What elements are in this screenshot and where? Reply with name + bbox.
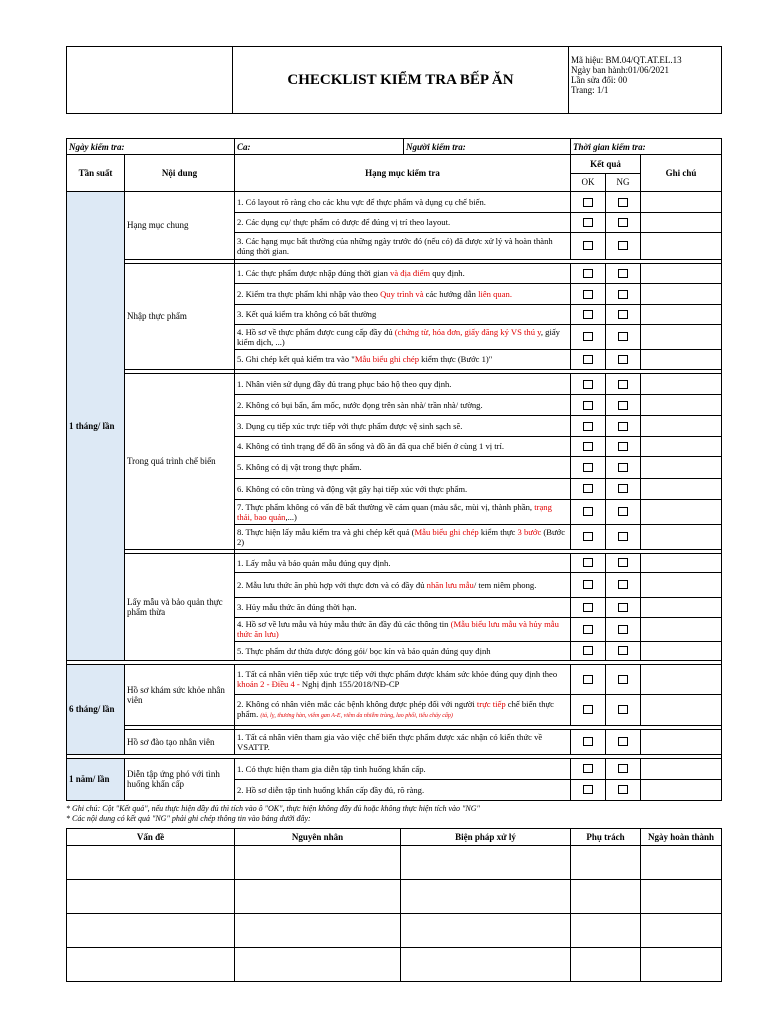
issues-cell[interactable]: [641, 879, 722, 913]
ng-checkbox[interactable]: [618, 380, 628, 389]
issues-cell[interactable]: [641, 947, 722, 981]
note-cell[interactable]: [641, 729, 722, 754]
check-item: 4. Không có tình trạng để đồ ăn sống và đồ ăn đã qua chế biến ở cùng 1 vị trí.: [235, 436, 571, 457]
ng-checkbox[interactable]: [618, 442, 628, 451]
note-cell[interactable]: [641, 192, 722, 213]
issues-cell[interactable]: [641, 845, 722, 879]
ok-checkbox[interactable]: [583, 241, 593, 250]
ok-cell: [571, 779, 606, 800]
note-cell[interactable]: [641, 641, 722, 660]
ng-checkbox[interactable]: [618, 218, 628, 227]
check-item: 8. Thực hiện lấy mẫu kiểm tra và ghi chép kết quả (Mẫu biểu ghi chép kiểm thực 3 bước (Bước 2): [235, 524, 571, 549]
check-item: 2. Hồ sơ diễn tập tình huống khẩn cấp đầy đủ, rõ ràng.: [235, 779, 571, 800]
issues-header: Phụ trách: [571, 828, 641, 845]
meta-revision: Lần sửa đổi: 00: [571, 75, 628, 85]
ok-cell: [571, 416, 606, 437]
ok-cell: [571, 395, 606, 416]
note-cell[interactable]: [641, 284, 722, 305]
checklist-row: [67, 374, 722, 395]
ng-cell: [606, 729, 641, 754]
ng-checkbox[interactable]: [618, 422, 628, 431]
ok-cell: [571, 499, 606, 524]
ok-checkbox[interactable]: [583, 625, 593, 634]
check-item: 3. Kết quả kiểm tra không có bất thường: [235, 304, 571, 324]
ok-checkbox[interactable]: [583, 764, 593, 773]
ok-checkbox[interactable]: [583, 332, 593, 341]
check-item: 1. Nhân viên sử dụng đầy đủ trang phục bảo hộ theo quy định.: [235, 374, 571, 395]
check-item: 1. Lấy mẫu và bảo quản mẫu đúng quy định.: [235, 553, 571, 572]
note-cell[interactable]: [641, 263, 722, 284]
ok-checkbox[interactable]: [583, 705, 593, 714]
ok-checkbox[interactable]: [583, 580, 593, 589]
check-item: 1. Tất cả nhân viên tham gia vào việc chế biến thực phẩm được xác nhận có kiến thức về VSATTP.: [235, 729, 571, 754]
check-item: 5. Không có dị vật trong thực phẩm.: [235, 457, 571, 479]
ok-checkbox[interactable]: [583, 675, 593, 684]
check-item: 1. Có layout rõ ràng cho các khu vực để thực phẩm và dụng cụ chế biến.: [235, 192, 571, 213]
ng-checkbox[interactable]: [618, 580, 628, 589]
ok-checkbox[interactable]: [583, 380, 593, 389]
ng-cell: [606, 617, 641, 641]
note-cell[interactable]: [641, 553, 722, 572]
issues-cell[interactable]: [571, 947, 641, 981]
note-cell[interactable]: [641, 395, 722, 416]
checklist-row: [67, 263, 722, 284]
ng-checkbox[interactable]: [618, 290, 628, 299]
ng-cell: [606, 374, 641, 395]
note-cell[interactable]: [641, 572, 722, 597]
col-content: Nội dung: [125, 155, 235, 192]
note-cell[interactable]: [641, 694, 722, 725]
checklist-row: [67, 729, 722, 754]
ok-checkbox[interactable]: [583, 532, 593, 541]
check-item: 2. Mẫu lưu thức ăn phù hợp với thực đơn và có đầy đủ nhãn lưu mẫu/ tem niêm phong.: [235, 572, 571, 597]
ok-cell: [571, 694, 606, 725]
ng-cell: [606, 232, 641, 259]
page-title: CHECKLIST KIỂM TRA BẾP ĂN: [233, 47, 569, 114]
ok-cell: [571, 729, 606, 754]
ng-checkbox[interactable]: [618, 705, 628, 714]
inspection-date-field[interactable]: Ngày kiểm tra:: [67, 139, 235, 155]
ng-checkbox[interactable]: [618, 310, 628, 319]
ok-cell: [571, 572, 606, 597]
note-cell[interactable]: [641, 416, 722, 437]
check-item: 3. Các hạng mục bất thường của những ngày trước đó (nếu có) đã được xử lý và hoàn thành đúng thời gian.: [235, 232, 571, 259]
ng-checkbox[interactable]: [618, 355, 628, 364]
issues-cell[interactable]: [235, 913, 401, 947]
ng-checkbox[interactable]: [618, 198, 628, 207]
issues-cell[interactable]: [571, 879, 641, 913]
note-cell[interactable]: [641, 457, 722, 479]
checklist-row: [67, 664, 722, 694]
issues-cell[interactable]: [641, 913, 722, 947]
check-item: 1. Tất cả nhân viên tiếp xúc trực tiếp với thực phẩm được khám sức khỏe đúng quy định theo khoản 2 - Điều 4 - Nghị định 155/2018/NĐ-CP: [235, 664, 571, 694]
check-item: 2. Không có nhân viên mắc các bệnh không được phép đối với người trực tiếp chế biến thực phẩm. (tả, lỵ, thương hàn, viêm gan A-E, viêm da nhiễm trùng, lao phổi, tiêu chảy cấp): [235, 694, 571, 725]
ng-cell: [606, 694, 641, 725]
frequency-cell: 1 năm/ lần: [67, 758, 125, 800]
col-ok: OK: [571, 173, 606, 192]
issues-table: [66, 828, 722, 982]
issues-cell[interactable]: [67, 879, 235, 913]
ng-cell: [606, 664, 641, 694]
issues-cell[interactable]: [401, 845, 571, 879]
ok-cell: [571, 349, 606, 370]
ok-cell: [571, 457, 606, 479]
ok-checkbox[interactable]: [583, 507, 593, 516]
check-item: 3. Hủy mẫu thức ăn đúng thời hạn.: [235, 597, 571, 617]
frequency-cell: 6 tháng/ lần: [67, 664, 125, 754]
ng-checkbox[interactable]: [618, 532, 628, 541]
content-group: Hồ sơ khám sức khỏe nhân viên: [125, 664, 235, 725]
ng-cell: [606, 192, 641, 213]
ng-cell: [606, 779, 641, 800]
content-group: Hạng mục chung: [125, 192, 235, 260]
ng-cell: [606, 641, 641, 660]
frequency-cell: 1 tháng/ lần: [67, 192, 125, 661]
note-cell[interactable]: [641, 436, 722, 457]
shift-field[interactable]: Ca:: [235, 139, 404, 154]
ng-cell: [606, 572, 641, 597]
issues-cell[interactable]: [67, 845, 235, 879]
ng-checkbox[interactable]: [618, 401, 628, 410]
content-group: Nhập thực phẩm: [125, 263, 235, 370]
col-note: Ghi chú: [641, 155, 722, 192]
issues-header: Ngày hoàn thành: [641, 828, 722, 845]
note-cell[interactable]: [641, 664, 722, 694]
ng-cell: [606, 457, 641, 479]
ok-checkbox[interactable]: [583, 401, 593, 410]
ng-checkbox[interactable]: [618, 625, 628, 634]
ok-cell: [571, 192, 606, 213]
issues-cell[interactable]: [67, 913, 235, 947]
issues-cell[interactable]: [67, 947, 235, 981]
ok-cell: [571, 232, 606, 259]
ng-cell: [606, 758, 641, 779]
issues-header: Biện pháp xử lý: [401, 828, 571, 845]
meta-page: Trang: 1/1: [571, 85, 609, 95]
issues-cell[interactable]: [401, 947, 571, 981]
ok-cell: [571, 304, 606, 324]
ng-cell: [606, 499, 641, 524]
ng-cell: [606, 478, 641, 499]
ok-cell: [571, 641, 606, 660]
check-item: 2. Các dụng cụ/ thực phẩm có được để đúng vị trí theo layout.: [235, 212, 571, 232]
header-table: [66, 46, 722, 114]
check-item: 5. Thực phẩm dư thừa được đóng gói/ bọc kín và bảo quản đúng quy định: [235, 641, 571, 660]
ng-cell: [606, 324, 641, 349]
checklist-table: [66, 138, 722, 801]
ng-checkbox[interactable]: [618, 241, 628, 250]
ng-cell: [606, 395, 641, 416]
notes: [66, 801, 721, 824]
ng-checkbox[interactable]: [618, 675, 628, 684]
check-item: 2. Kiểm tra thực phẩm khi nhập vào theo Quy trình và các hướng dẫn liên quan.: [235, 284, 571, 305]
ok-cell: [571, 664, 606, 694]
ok-cell: [571, 553, 606, 572]
issues-cell[interactable]: [401, 913, 571, 947]
note-cell[interactable]: [641, 212, 722, 232]
ng-cell: [606, 212, 641, 232]
check-item: 5. Ghi chép kết quả kiểm tra vào "Mẫu biểu ghi chép kiểm thực (Bước 1)": [235, 349, 571, 370]
ok-checkbox[interactable]: [583, 603, 593, 612]
check-item: 6. Không có côn trùng và động vật gây hại tiếp xúc với thực phẩm.: [235, 478, 571, 499]
note-cell[interactable]: [641, 304, 722, 324]
ng-checkbox[interactable]: [618, 603, 628, 612]
ok-cell: [571, 212, 606, 232]
ng-cell: [606, 416, 641, 437]
issues-cell[interactable]: [401, 879, 571, 913]
ok-cell: [571, 597, 606, 617]
checklist-row: [67, 758, 722, 779]
content-group: Hồ sơ đào tạo nhân viên: [125, 729, 235, 754]
issues-cell[interactable]: [571, 845, 641, 879]
ok-cell: [571, 374, 606, 395]
ng-checkbox[interactable]: [618, 463, 628, 472]
ok-cell: [571, 478, 606, 499]
issues-row: [67, 879, 722, 913]
check-item: 1. Các thực phẩm được nhập đúng thời gian và địa điểm quy định.: [235, 263, 571, 284]
ok-cell: [571, 284, 606, 305]
check-item: 4. Hồ sơ về thực phẩm được cung cấp đầy đủ (chứng từ, hóa đơn, giấy đăng ký VS thú y, giấy kiểm dịch, ...): [235, 324, 571, 349]
ok-cell: [571, 436, 606, 457]
checklist-row: [67, 192, 722, 213]
content-group: Diễn tập ứng phó với tình huống khẩn cấp: [125, 758, 235, 800]
note-cell[interactable]: [641, 324, 722, 349]
ng-checkbox[interactable]: [618, 764, 628, 773]
check-item: 4. Hồ sơ về lưu mẫu và hủy mẫu thức ăn đầy đủ các thông tin (Mẫu biểu lưu mẫu và hủy mẫu thức ăn lưu): [235, 617, 571, 641]
ok-cell: [571, 617, 606, 641]
ng-cell: [606, 553, 641, 572]
ok-checkbox[interactable]: [583, 218, 593, 227]
ok-checkbox[interactable]: [583, 785, 593, 794]
note-cell[interactable]: [641, 478, 722, 499]
note-cell[interactable]: [641, 232, 722, 259]
issues-cell[interactable]: [571, 913, 641, 947]
note-cell[interactable]: [641, 758, 722, 779]
ok-cell: [571, 324, 606, 349]
content-group: Trong quá trình chế biến: [125, 374, 235, 550]
ng-checkbox[interactable]: [618, 507, 628, 516]
ng-checkbox[interactable]: [618, 484, 628, 493]
ok-checkbox[interactable]: [583, 442, 593, 451]
ok-checkbox[interactable]: [583, 646, 593, 655]
ok-cell: [571, 263, 606, 284]
issues-cell[interactable]: [235, 947, 401, 981]
issues-row: [67, 845, 722, 879]
ok-checkbox[interactable]: [583, 463, 593, 472]
ng-cell: [606, 436, 641, 457]
content-group: Lấy mẫu và bảo quản thực phẩm thừa: [125, 553, 235, 660]
ng-checkbox[interactable]: [618, 269, 628, 278]
issues-header: Vấn đề: [67, 828, 235, 845]
col-frequency: Tần suất: [67, 155, 125, 192]
inspection-time-field[interactable]: Thời gian kiểm tra:: [571, 139, 722, 155]
checklist-row: [67, 553, 722, 572]
note-line: * Các nội dung có kết quả "NG" phải ghi chép thông tin vào bảng dưới đây:: [66, 813, 311, 823]
issues-row: [67, 947, 722, 981]
ok-checkbox[interactable]: [583, 290, 593, 299]
ng-cell: [606, 349, 641, 370]
meta-code: Mã hiệu: BM.04/QT.AT.EL.13: [571, 55, 682, 65]
ok-cell: [571, 524, 606, 549]
note-cell[interactable]: [641, 617, 722, 641]
note-cell[interactable]: [641, 524, 722, 549]
ng-checkbox[interactable]: [618, 785, 628, 794]
ok-checkbox[interactable]: [583, 484, 593, 493]
issues-cell[interactable]: [235, 879, 401, 913]
note-cell[interactable]: [641, 779, 722, 800]
meta-issue-date: Ngày ban hành:01/06/2021: [571, 65, 669, 75]
check-item: 2. Không có bụi bẩn, ẩm mốc, nước đọng trên sàn nhà/ trần nhà/ tường.: [235, 395, 571, 416]
ok-checkbox[interactable]: [583, 198, 593, 207]
logo-cell: [67, 47, 233, 114]
check-item: 7. Thực phẩm không có vấn đề bất thường về cảm quan (màu sắc, mùi vị, thành phần, trạng thái, bao quản,...): [235, 499, 571, 524]
ng-checkbox[interactable]: [618, 332, 628, 341]
ng-cell: [606, 284, 641, 305]
check-item: 1. Có thực hiện tham gia diễn tập tình huống khẩn cấp.: [235, 758, 571, 779]
note-line: * Ghi chú: Cột "Kết quả", nếu thực hiện đầy đủ thì tích vào ô "OK", thực hiện không đầy đủ hoặc không thực hiện tích vào "NG": [66, 803, 480, 813]
ng-checkbox[interactable]: [618, 646, 628, 655]
ng-checkbox[interactable]: [618, 558, 628, 567]
issues-row: [67, 913, 722, 947]
col-ng: NG: [606, 173, 641, 192]
issues-header: Nguyên nhân: [235, 828, 401, 845]
ng-cell: [606, 524, 641, 549]
issues-cell[interactable]: [235, 845, 401, 879]
ok-checkbox[interactable]: [583, 422, 593, 431]
ok-checkbox[interactable]: [583, 355, 593, 364]
ok-checkbox[interactable]: [583, 558, 593, 567]
ng-cell: [606, 597, 641, 617]
ng-checkbox[interactable]: [618, 737, 628, 746]
note-cell[interactable]: [641, 499, 722, 524]
note-cell[interactable]: [641, 374, 722, 395]
col-result: Kết quả: [571, 155, 641, 174]
inspector-field[interactable]: Người kiểm tra:: [406, 141, 466, 152]
col-items: Hạng mục kiểm tra: [235, 155, 571, 192]
check-item: 3. Dụng cụ tiếp xúc trực tiếp với thực phẩm được vệ sinh sạch sẽ.: [235, 416, 571, 437]
ng-cell: [606, 304, 641, 324]
checklist-page: [66, 46, 721, 982]
ok-checkbox[interactable]: [583, 310, 593, 319]
document-meta: [569, 47, 722, 114]
note-cell[interactable]: [641, 349, 722, 370]
ng-cell: [606, 263, 641, 284]
ok-checkbox[interactable]: [583, 737, 593, 746]
ok-checkbox[interactable]: [583, 269, 593, 278]
ok-cell: [571, 758, 606, 779]
note-cell[interactable]: [641, 597, 722, 617]
